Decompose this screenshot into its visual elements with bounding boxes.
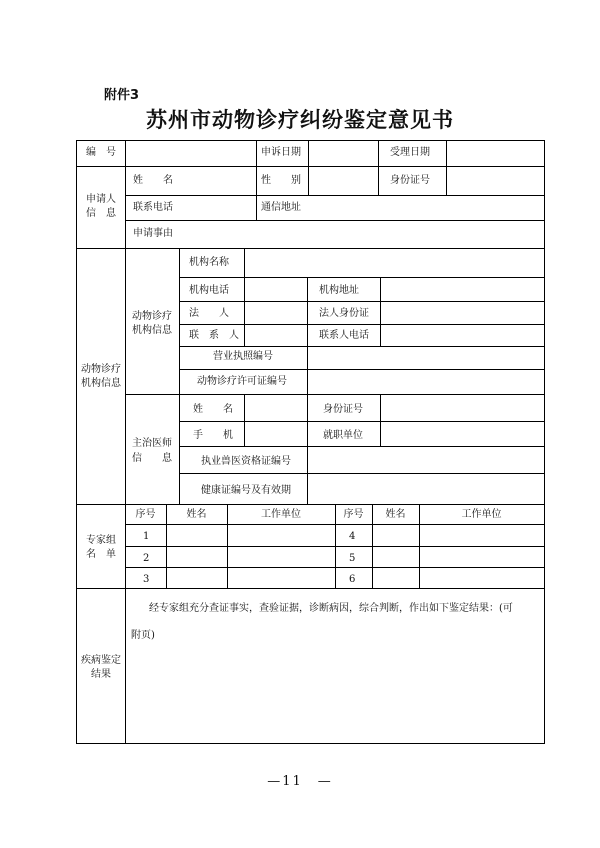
row-divider	[179, 421, 544, 422]
applicant-section-label-2: 信 息	[86, 208, 116, 219]
column-divider	[446, 141, 447, 195]
doctor-name-label: 姓 名	[193, 404, 233, 415]
expert-number: 2	[143, 553, 150, 564]
clinic-permit-label: 动物诊疗许可证编号	[197, 376, 287, 387]
expert-number-header: 序号	[135, 509, 156, 520]
contact-person-label: 联 系 人	[189, 330, 239, 341]
row-divider	[179, 446, 544, 447]
column-divider	[307, 446, 308, 504]
row-divider	[179, 473, 544, 474]
row-divider	[77, 504, 544, 505]
column-divider	[179, 248, 180, 504]
applicant-gender-label: 性 别	[261, 175, 301, 186]
org-info-label: 动物诊疗	[132, 311, 172, 322]
expert-unit-header: 工作单位	[461, 509, 502, 520]
row-divider	[125, 220, 544, 221]
expert-name-header: 姓名	[186, 509, 207, 520]
expert-number: 6	[349, 574, 356, 585]
health-certificate-label: 健康证编号及有效期	[201, 485, 291, 496]
column-divider	[378, 166, 379, 195]
org-phone-label: 机构电话	[189, 285, 229, 296]
complaint-date-label: 申诉日期	[261, 147, 301, 158]
row-divider	[179, 277, 544, 278]
row-divider	[77, 588, 544, 589]
applicant-section-label: 申请人	[86, 194, 116, 205]
row-divider	[179, 346, 544, 347]
applicant-id-label: 身份证号	[390, 175, 430, 186]
column-divider	[378, 141, 379, 166]
applicant-name-label: 姓 名	[133, 175, 173, 186]
vet-certificate-label: 执业兽医资格证编号	[201, 456, 291, 467]
result-statement: 经专家组充分查证事实，查验证据，诊断病因，综合判断，作出如下鉴定结果：(可	[149, 603, 513, 614]
column-divider	[256, 141, 257, 221]
page-number: —11 —	[267, 774, 333, 789]
column-divider	[380, 277, 381, 346]
result-section-label: 疾病鉴定	[81, 655, 121, 666]
accept-date-label: 受理日期	[390, 147, 430, 158]
row-divider	[179, 324, 544, 325]
row-divider	[77, 166, 544, 167]
appraisal-form-table	[76, 140, 545, 744]
attachment-label: 附件3	[104, 88, 140, 103]
doctor-mobile-label: 手 机	[193, 430, 233, 441]
row-divider	[77, 248, 544, 249]
org-info-label-2: 机构信息	[132, 325, 172, 336]
expert-number: 5	[349, 553, 356, 564]
legal-id-label: 法人身份证	[319, 308, 369, 319]
column-divider	[244, 248, 245, 346]
result-statement-continued: 附页)	[131, 630, 155, 641]
row-divider	[125, 394, 544, 395]
experts-section-label: 专家组	[86, 535, 116, 546]
column-divider	[307, 394, 308, 446]
row-divider	[179, 369, 544, 370]
row-divider	[125, 195, 544, 196]
column-divider	[307, 346, 308, 394]
contact-phone-label: 联系人电话	[319, 330, 369, 341]
doctor-info-label: 主治医师	[132, 438, 172, 449]
expert-number: 1	[143, 531, 150, 542]
org-address-label: 机构地址	[319, 285, 359, 296]
expert-number: 3	[143, 574, 150, 585]
doctor-unit-label: 就职单位	[323, 430, 363, 441]
column-divider	[380, 394, 381, 446]
row-divider	[179, 301, 544, 302]
applicant-matter-label: 申请事由	[133, 228, 173, 239]
org-name-label: 机构名称	[189, 257, 229, 268]
column-divider	[244, 394, 245, 446]
expert-number-header: 序号	[343, 509, 364, 520]
applicant-phone-label: 联系电话	[133, 202, 173, 213]
legal-person-label: 法 人	[189, 308, 229, 319]
column-divider	[308, 166, 309, 195]
expert-unit-header: 工作单位	[261, 509, 301, 520]
result-section-label-2: 结果	[91, 669, 111, 680]
doctor-id-label: 身份证号	[323, 404, 363, 415]
number-label: 编 号	[86, 147, 116, 158]
doctor-info-label-2: 信 息	[132, 453, 172, 464]
clinic-section-label-2: 机构信息	[81, 378, 121, 389]
business-license-label: 营业执照编号	[213, 351, 273, 362]
clinic-section-label: 动物诊疗	[81, 364, 121, 375]
expert-name-header: 姓名	[385, 509, 406, 520]
column-divider	[307, 277, 308, 346]
expert-number: 4	[349, 531, 356, 542]
applicant-address-label: 通信地址	[261, 202, 301, 213]
document-title: 苏州市动物诊疗纠纷鉴定意见书	[146, 108, 454, 132]
experts-section-label-2: 名 单	[86, 549, 116, 560]
